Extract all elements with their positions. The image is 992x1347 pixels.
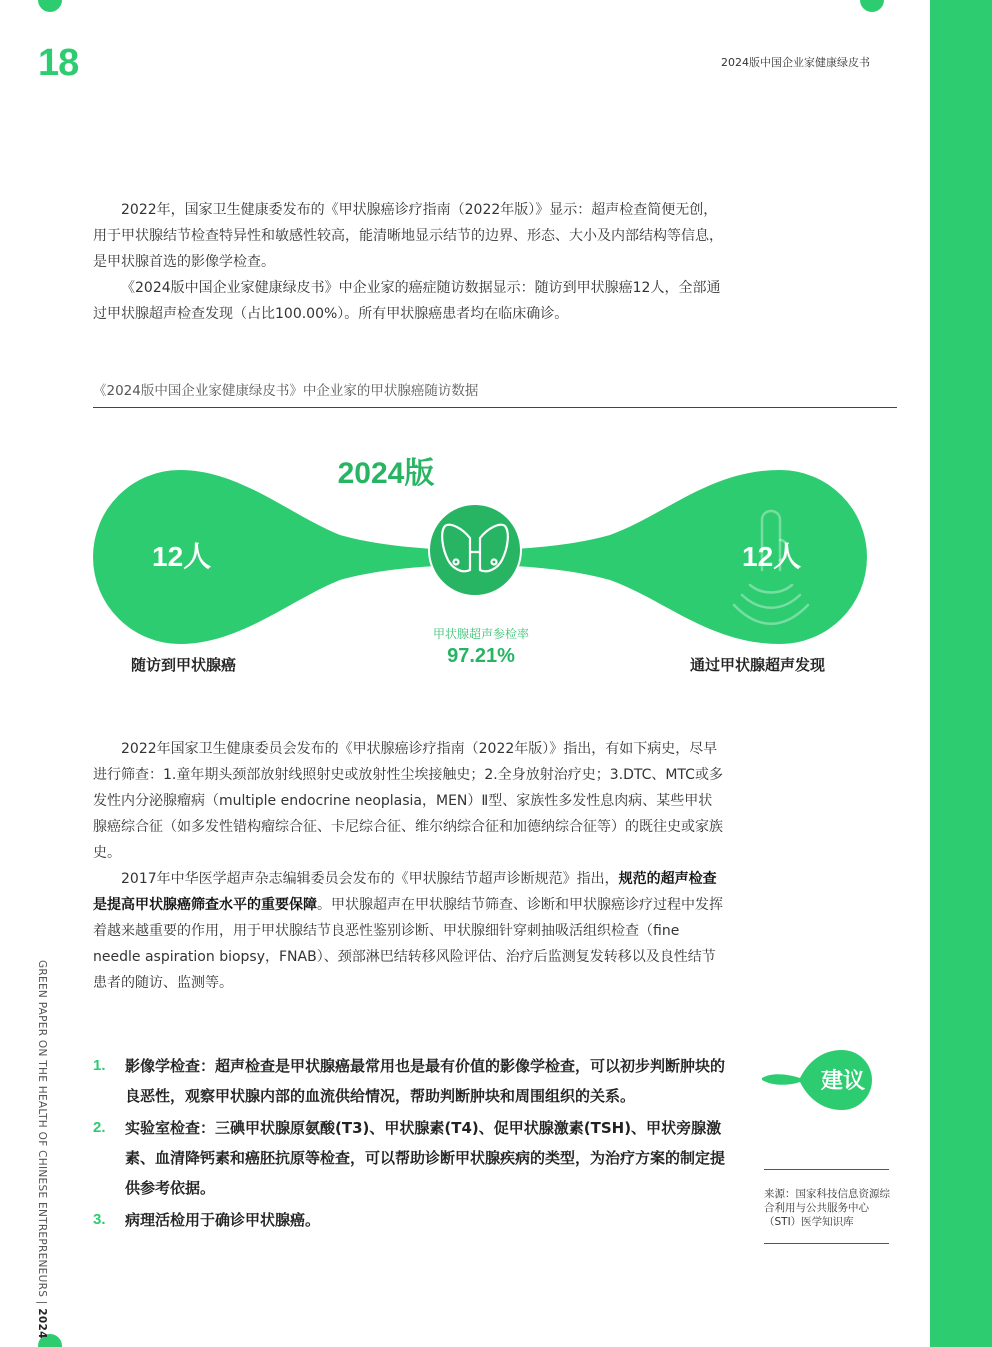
followup-label: 随访到甲状腺癌 (131, 656, 237, 674)
intro-paragraph-1: 2022年，国家卫生健康委发布的《甲状腺癌诊疗指南（2022年版）》显示：超声检查简便无创，用于甲状腺结节检查特异性和敏感性较高，能清晰地显示结节的边界、形态、大小及内部结构等信息，是甲状腺首选的影像学检查。 (93, 202, 723, 270)
corner-dot-top-right (860, 0, 884, 12)
thyroid-circle (429, 504, 521, 596)
body-paragraph-2-end: 。甲状腺超声在甲状腺结节筛查、诊断和甲状腺癌诊疗过程中发挥着越来越重要的作用，用于甲状腺结节良恶性鉴别诊断、甲状腺细针穿刺抽吸活组织检查（fine needle aspiration biopsy，FNAB）、颈部淋巴结转移风险评估、治疗后监测复发转移以及良性结节患者的随访、监测等。 (93, 897, 723, 991)
side-title-text: GREEN PAPER ON THE HEALTH OF CHINESE ENTREPRENEURS (36, 960, 48, 1298)
list-item-number: 1. (93, 1057, 106, 1074)
side-title-year: 2024 (36, 1308, 48, 1339)
rate-value: 97.21% (447, 645, 515, 667)
body-paragraph-2-emphasis: 规范的超声检查是提高甲状腺癌筛查水平的重要保障 (93, 871, 717, 913)
rate-caption: 甲状腺超声参检率 (432, 627, 529, 641)
body-paragraph-2-start: 2017年中华医学超声杂志编辑委员会发布的《甲状腺结节超声诊断规范》指出， (121, 871, 619, 887)
list-item (93, 1205, 733, 1235)
ultrasound-label: 通过甲状腺超声发现 (690, 656, 826, 674)
intro-text (93, 197, 723, 327)
advice-badge-label: 建议 (821, 1069, 866, 1094)
source-note: 来源：国家科技信息资源综合利用与公共服务中心（STI）医学知识库 (764, 1188, 890, 1228)
source-bottom-rule (764, 1243, 889, 1244)
followup-count: 12人 (152, 541, 212, 572)
figure-divider (93, 407, 897, 408)
list-item (93, 1051, 733, 1111)
body-text (93, 736, 723, 996)
side-green-bar (930, 0, 992, 1347)
list-item-text: 病理活检用于确诊甲状腺癌。 (125, 1211, 321, 1229)
year-label: 2024版 (337, 457, 435, 490)
intro-paragraph-2: 《2024版中国企业家健康绿皮书》中企业家的癌症随访数据显示：随访到甲状腺癌12人，全部通过甲状腺超声检查发现（占比100.00%）。所有甲状腺癌患者均在临床确诊。 (93, 280, 721, 322)
corner-dot-top-left (38, 0, 62, 12)
list-item-text: 实验室检查：三碘甲状腺原氨酸(T3)、甲状腺素(T4)、促甲状腺激素(TSH)、甲状旁腺激素、血清降钙素和癌胚抗原等检查，可以帮助诊断甲状腺疾病的类型，为治疗方案的制定提供参考依据。 (125, 1119, 726, 1197)
list-item-text: 影像学检查：超声检查是甲状腺癌最常用也是最有价值的影像学检查，可以初步判断肿块的良恶性，观察甲状腺内部的血流供给情况，帮助判断肿块和周围组织的关系。 (125, 1057, 726, 1105)
body-paragraph-2 (93, 866, 723, 996)
recommendation-list (93, 1051, 733, 1237)
body-paragraph-1: 2022年国家卫生健康委员会发布的《甲状腺癌诊疗指南（2022年版）》指出，有如下病史，尽早进行筛查：1.童年期头颈部放射线照射史或放射性尘埃接触史；2.全身放射治疗史；3.DTC、MTC或多发性内分泌腺瘤病（multiple endocrine neoplasia，MEN）Ⅱ型、家族性多发性息肉病、某些甲状腺癌综合征（如多发性错构瘤综合征、卡尼综合征、维尔纳综合征和加德纳综合征等）的既往史或家族史。 (93, 741, 723, 861)
list-item-number: 3. (93, 1211, 106, 1228)
ultrasound-count: 12人 (742, 541, 802, 572)
running-title: 2024版中国企业家健康绿皮书 (721, 56, 870, 69)
side-title-separator: | (36, 1297, 48, 1309)
list-item-number: 2. (93, 1119, 106, 1136)
figure-caption: 《2024版中国企业家健康绿皮书》中企业家的甲状腺癌随访数据 (93, 383, 479, 399)
source-top-rule (764, 1169, 889, 1170)
list-item (93, 1113, 733, 1203)
vertical-side-title (36, 960, 48, 1339)
page-number: 18 (38, 42, 79, 84)
